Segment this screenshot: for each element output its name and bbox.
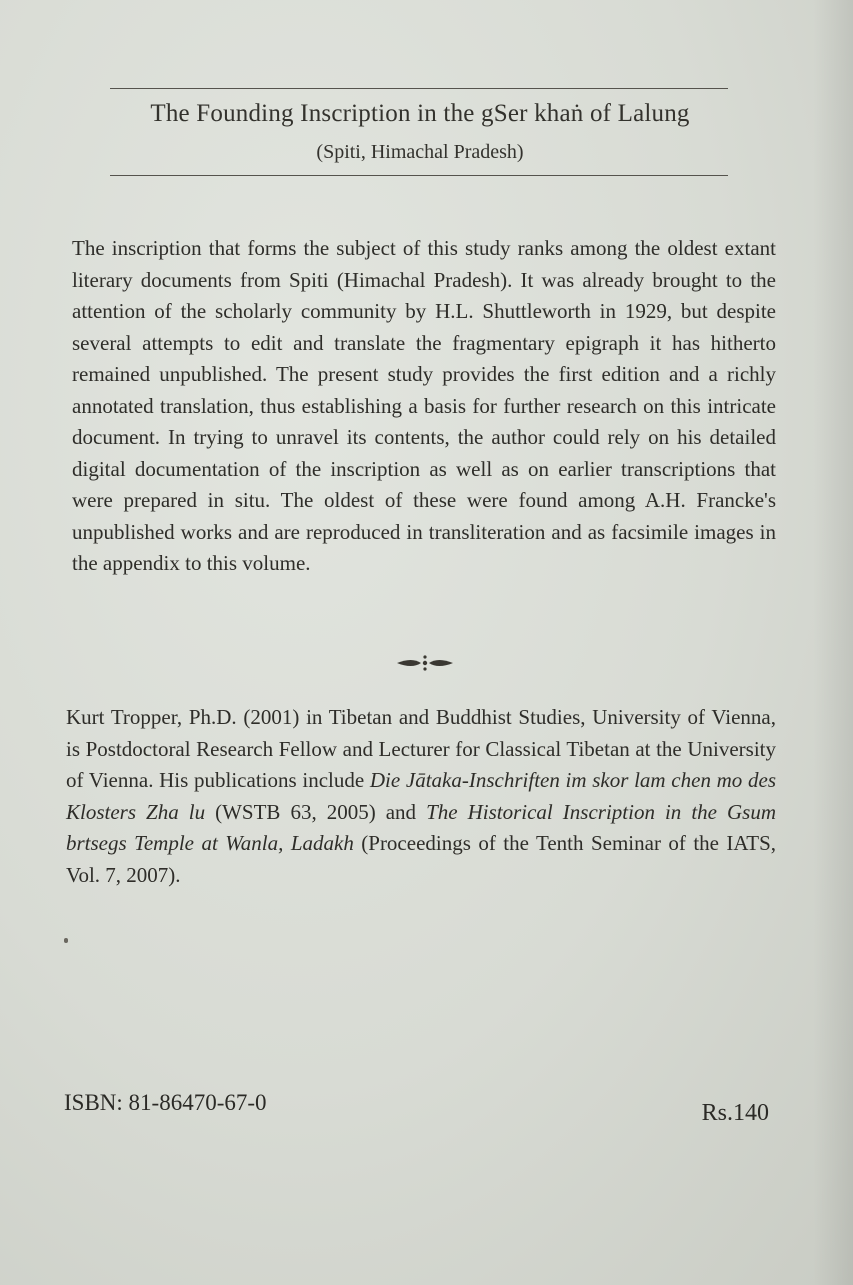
price-label: Rs.140 (701, 1100, 769, 1126)
fleuron-divider-icon (395, 653, 455, 673)
book-title: The Founding Inscription in the gSer khaṅ of Lalung (150, 100, 690, 127)
author-bio-text-1: Kurt Tropper, Ph.D. (2001) in Tibetan and Buddhist Studies, University of Vienna, is Postdoctoral Research Fellow and Lecturer for Classical Tibetan at the University of Vienna. His publications include (66, 705, 776, 792)
book-description: The inscription that forms the subject of this study ranks among the oldest extant literary documents from Spiti (Himachal Pradesh). It was already brought to the attention of the scholarly community by H.L. Shuttleworth in 1929, but despite several attempts to edit and translate the fragmentary epigraph it has hitherto remained unpublished. The present study provides the first edition and a richly annotated translation, thus establishing a basis for further research on this intricate document. In trying to unravel its contents, the author could rely on his detailed digital documentation of the inscription as well as on earlier transcriptions that were prepared in situ. The oldest of these were found among A.H. Francke's unpublished works and are reproduced in transliteration and as facsimile images in the appendix to this volume. (72, 236, 776, 575)
paper-speck (64, 938, 68, 943)
title-top-rule (110, 88, 728, 89)
author-bio-text-3: (Proceedings of the Tenth Seminar of the IATS, Vol. 7, 2007). (66, 831, 776, 887)
title-bottom-rule (110, 175, 728, 176)
isbn-label: ISBN: 81-86470-67-0 (64, 1090, 267, 1115)
publication-title-2: The Historical Inscription in the Gsum brtsegs Temple at Wanla, Ladakh (66, 799, 776, 855)
book-subtitle: (Spiti, Himachal Pradesh) (316, 141, 524, 163)
publication-title-1: Die Jātaka-Inschriften im skor lam chen mo des Klosters Zha lu (66, 768, 776, 824)
author-bio-text-2: (WSTB 63, 2005) and (205, 799, 427, 824)
author-bio (66, 702, 776, 891)
